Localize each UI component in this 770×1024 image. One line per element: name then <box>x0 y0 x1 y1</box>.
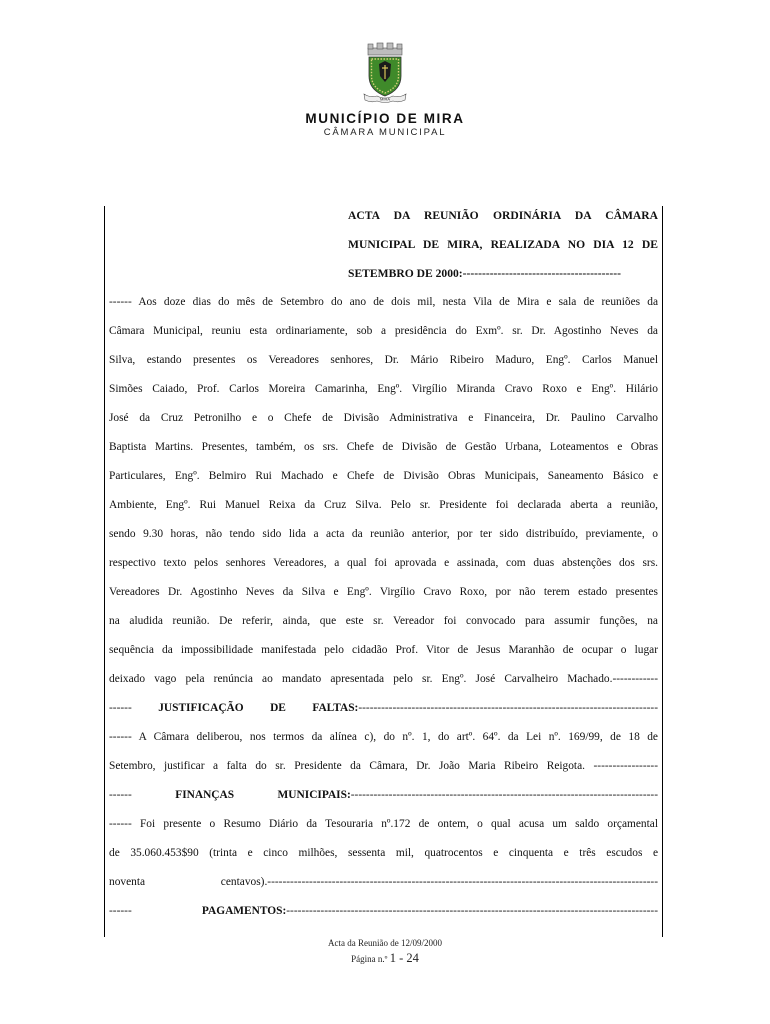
footer-page-number <box>0 951 770 966</box>
text-line: Vereadores Dr. Agostinho Neves da Silva e Engº. Virgílio Cravo Roxo, por não terem estado presentes <box>109 586 658 598</box>
section-heading-absences <box>109 694 658 723</box>
title-line: ACTA DA REUNIÃO ORDINÁRIA DA CÂMARA <box>348 209 658 222</box>
text-line: sequência da impossibilidade manifestada pelo cidadão Prof. Vitor de Jesus Maranhão de ocupar o lugar <box>109 644 658 656</box>
title-line: MUNICIPAL DE MIRA, REALIZADA NO DIA 12 DE <box>348 238 658 251</box>
text-line: Simões Caiado, Prof. Carlos Moreira Camarinha, Engº. Virgílio Miranda Cravo Roxo e Engº. Hilário <box>109 383 658 395</box>
section-heading-finances <box>109 781 658 810</box>
text-line: Particulares, Engº. Belmiro Rui Machado e Chefe de Divisão Obras Municipais, Saneamento Básico e <box>109 470 658 482</box>
text-line: respectivo texto pelos senhores Vereadores, a qual foi aprovada e assinada, com duas abstenções dos srs. <box>109 557 658 569</box>
municipality-name: MUNICÍPIO DE MIRA <box>305 111 465 126</box>
left-margin-rule <box>104 206 105 937</box>
heading-prefix: ------ <box>109 789 176 801</box>
heading-text: FINANÇAS MUNICIPAIS: <box>175 789 351 801</box>
heading-text: PAGAMENTOS: <box>201 905 287 917</box>
municipal-coat-of-arms <box>355 42 415 106</box>
council-name: CÂMARA MUNICIPAL <box>323 127 447 138</box>
section-heading-payments <box>109 897 658 926</box>
text-line: Câmara Municipal, reuniu esta ordinariamente, sob a presidência do Exmº. sr. Dr. Agostinho Neves da <box>109 325 658 337</box>
text-line: ------ Foi presente o Resumo Diário da Tesouraria nº.172 de ontem, o qual acusa um saldo orçamental <box>109 818 658 830</box>
footer-reference: Acta da Reunião de 12/09/2000 <box>328 938 442 948</box>
right-margin-rule <box>662 206 663 937</box>
title-line: SETEMBRO DE 2000:----------------------------------------- <box>348 267 621 280</box>
text-line: de 35.060.453$90 (trinta e cinco milhões, sessenta mil, quatrocentos e cinquenta e três escudos e <box>109 847 658 859</box>
text-line: noventa centavos).------------------------------------------------------------------------------------------------------- <box>109 876 658 888</box>
heading-text: JUSTIFICAÇÃO DE FALTAS: <box>158 702 359 714</box>
absences-paragraph <box>109 723 658 781</box>
crest-motto: MIRA <box>380 96 390 102</box>
text-line: deixado vago pela renúncia ao mandato apresentada pelo sr. Engº. José Carvalheiro Machado.------------ <box>109 673 658 685</box>
finances-paragraph <box>109 810 658 897</box>
document-title <box>348 201 658 288</box>
text-line: Silva, estando presentes os Vereadores senhores, Dr. Mário Ribeiro Maduro, Engº. Carlos Manuel <box>109 354 658 366</box>
text-line: ------ Aos doze dias do mês de Setembro do ano de dois mil, nesta Vila de Mira e sala de reuniões da <box>109 296 658 308</box>
text-line: na aludida reunião. De referir, ainda, que este sr. Vereador foi convocado para assumir funções, na <box>109 615 658 627</box>
minutes-body <box>109 201 658 926</box>
text-line: José da Cruz Petronilho e o Chefe de Divisão Administrativa e Financeira, Dr. Paulino Carvalho <box>109 412 658 424</box>
heading-dashes: -------------------------------------------------------------------------------------------------- <box>286 905 658 917</box>
text-line: Setembro, justificar a falta do sr. Presidente da Câmara, Dr. João Maria Ribeiro Reigota. ----------------- <box>109 760 658 772</box>
opening-paragraph <box>109 288 658 694</box>
text-line: Baptista Martins. Presentes, também, os srs. Chefe de Divisão de Gestão Urbana, Loteamentos e Obras <box>109 441 658 453</box>
heading-dashes: ------------------------------------------------------------------------------- <box>358 702 658 714</box>
text-line: sendo 9.30 horas, não tendo sido lida a acta da reunião anterior, por ter sido distribuído, previamente, o <box>109 528 658 540</box>
text-line: Ambiente, Engº. Rui Manuel Reixa da Cruz Silva. Pelo sr. Presidente foi declarada aberta a reunião, <box>109 499 658 511</box>
heading-dashes: --------------------------------------------------------------------------------- <box>350 789 658 801</box>
page-value: 1 - 24 <box>389 951 419 965</box>
heading-prefix: ------ <box>109 905 202 917</box>
text-line: ------ A Câmara deliberou, nos termos da alínea c), do nº. 1, do artº. 64º. da Lei nº. 169/99, de 18 de <box>109 731 658 743</box>
page-label: Página n.º <box>351 954 388 964</box>
heading-prefix: ------ <box>109 702 159 714</box>
